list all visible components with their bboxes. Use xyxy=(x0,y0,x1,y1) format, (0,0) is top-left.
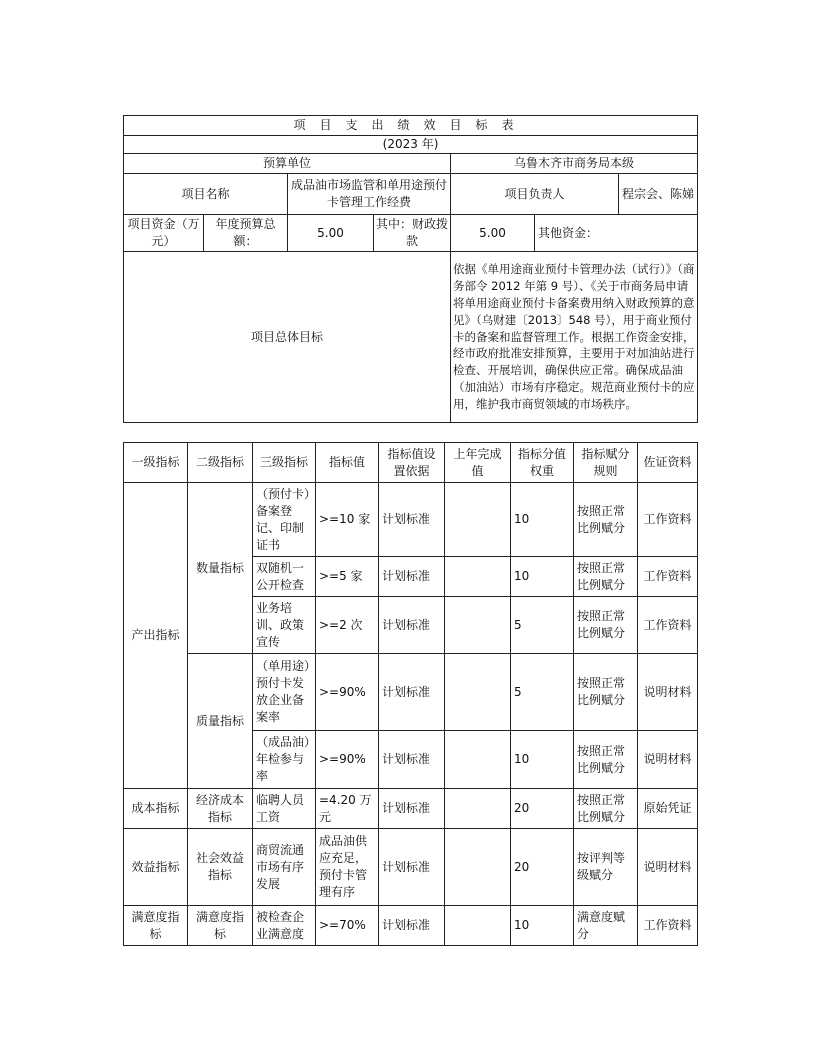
basis-cell: 计划标准 xyxy=(379,789,445,829)
evidence-cell: 说明材料 xyxy=(638,654,698,731)
weight-cell: 10 xyxy=(511,483,574,557)
last-year-cell xyxy=(445,906,511,946)
header-level1: 一级指标 xyxy=(124,443,188,483)
value-cell: >=70% xyxy=(316,906,379,946)
rule-cell: 按照正常比例赋分 xyxy=(574,597,638,654)
annual-budget-value: 5.00 xyxy=(288,215,374,252)
header-level3: 三级指标 xyxy=(253,443,316,483)
overall-goal-text: 依据《单用途商业预付卡管理办法（试行）》（商务部令 2012 年第 9 号）、《关于市商务局申请将单用途商业预付卡备案费用纳入财政预算的意见》（乌财建〔2013〕548 号），用于商业预付卡的备案和监督管理工作。根据工作资金安排，经市政府批准安排预算，主要用于对加油站进行检查、开展培训，确保供应正常。确保成品油（加油站）市场有序稳定。规范商业预付卡的应用，维护我市商贸领域的市场秩序。 xyxy=(451,252,698,423)
rule-cell: 按照正常比例赋分 xyxy=(574,731,638,789)
rule-cell: 按照正常比例赋分 xyxy=(574,654,638,731)
evidence-cell: 原始凭证 xyxy=(638,789,698,829)
weight-cell: 20 xyxy=(511,789,574,829)
level3-cell: 双随机一公开检查 xyxy=(253,557,316,597)
project-leader-label: 项目负责人 xyxy=(451,174,619,215)
level3-cell: 被检查企业满意度 xyxy=(253,906,316,946)
year-label: (2023 年) xyxy=(124,136,698,154)
value-cell: 成品油供应充足，预付卡管理有序 xyxy=(316,829,379,906)
level2-quantity: 数量指标 xyxy=(188,483,253,654)
table-row xyxy=(124,483,698,557)
header-basis: 指标值设置依据 xyxy=(379,443,445,483)
rule-cell: 按照正常比例赋分 xyxy=(574,789,638,829)
level2-quality: 质量指标 xyxy=(188,654,253,789)
header-rule: 指标赋分规则 xyxy=(574,443,638,483)
rule-cell: 按照正常比例赋分 xyxy=(574,557,638,597)
level3-cell: （单用途）预付卡发放企业备案率 xyxy=(253,654,316,731)
level2-social-benefit: 社会效益指标 xyxy=(188,829,253,906)
fiscal-value: 5.00 xyxy=(451,215,535,252)
header-level2: 二级指标 xyxy=(188,443,253,483)
evidence-cell: 工作资料 xyxy=(638,483,698,557)
level1-benefit: 效益指标 xyxy=(124,829,188,906)
basis-cell: 计划标准 xyxy=(379,597,445,654)
evidence-cell: 工作资料 xyxy=(638,557,698,597)
indicator-table xyxy=(123,442,698,946)
header-last-year: 上年完成值 xyxy=(445,443,511,483)
basis-cell: 计划标准 xyxy=(379,829,445,906)
project-name-label: 项目名称 xyxy=(124,174,288,215)
weight-cell: 5 xyxy=(511,597,574,654)
last-year-cell xyxy=(445,654,511,731)
level1-output: 产出指标 xyxy=(124,483,188,789)
basis-cell: 计划标准 xyxy=(379,483,445,557)
value-cell: =4.20 万元 xyxy=(316,789,379,829)
value-cell: >=90% xyxy=(316,654,379,731)
header-evidence: 佐证资料 xyxy=(638,443,698,483)
last-year-cell xyxy=(445,557,511,597)
weight-cell: 5 xyxy=(511,654,574,731)
table-row xyxy=(124,906,698,946)
table-row xyxy=(124,829,698,906)
evidence-cell: 工作资料 xyxy=(638,906,698,946)
basis-cell: 计划标准 xyxy=(379,557,445,597)
evidence-cell: 工作资料 xyxy=(638,597,698,654)
level3-cell: 商贸流通市场有序发展 xyxy=(253,829,316,906)
level2-economic-cost: 经济成本指标 xyxy=(188,789,253,829)
level1-cost: 成本指标 xyxy=(124,789,188,829)
value-cell: >=90% xyxy=(316,731,379,789)
level3-cell: 业务培训、政策宣传 xyxy=(253,597,316,654)
page-title: 项目支出绩效目标表 xyxy=(124,116,698,136)
last-year-cell xyxy=(445,731,511,789)
evidence-cell: 说明材料 xyxy=(638,829,698,906)
table-row xyxy=(124,654,698,731)
weight-cell: 20 xyxy=(511,829,574,906)
basis-cell: 计划标准 xyxy=(379,731,445,789)
basis-cell: 计划标准 xyxy=(379,906,445,946)
rule-cell: 按照正常比例赋分 xyxy=(574,483,638,557)
overall-goal-label: 项目总体目标 xyxy=(124,252,451,423)
header-weight: 指标分值权重 xyxy=(511,443,574,483)
last-year-cell xyxy=(445,829,511,906)
annual-budget-label: 年度预算总额： xyxy=(204,215,288,252)
last-year-cell xyxy=(445,789,511,829)
rule-cell: 满意度赋分 xyxy=(574,906,638,946)
project-funds-label: 项目资金（万元） xyxy=(124,215,204,252)
header-value: 指标值 xyxy=(316,443,379,483)
basis-cell: 计划标准 xyxy=(379,654,445,731)
value-cell: >=2 次 xyxy=(316,597,379,654)
project-info-table xyxy=(123,115,698,423)
level3-cell: （成品油）年检参与率 xyxy=(253,731,316,789)
level3-cell: （预付卡）备案登记、印制证书 xyxy=(253,483,316,557)
budget-unit-value: 乌鲁木齐市商务局本级 xyxy=(451,154,698,174)
project-leader-value: 程宗会、陈娣 xyxy=(619,174,698,215)
level3-cell: 临聘人员工资 xyxy=(253,789,316,829)
other-funds-label: 其他资金： xyxy=(535,215,698,252)
value-cell: >=5 家 xyxy=(316,557,379,597)
fiscal-label: 其中：财政拨款 xyxy=(374,215,451,252)
level1-satisfaction: 满意度指标 xyxy=(124,906,188,946)
weight-cell: 10 xyxy=(511,557,574,597)
weight-cell: 10 xyxy=(511,906,574,946)
evidence-cell: 说明材料 xyxy=(638,731,698,789)
value-cell: >=10 家 xyxy=(316,483,379,557)
weight-cell: 10 xyxy=(511,731,574,789)
level2-satisfaction: 满意度指标 xyxy=(188,906,253,946)
budget-unit-label: 预算单位 xyxy=(124,154,451,174)
rule-cell: 按评判等级赋分 xyxy=(574,829,638,906)
last-year-cell xyxy=(445,483,511,557)
last-year-cell xyxy=(445,597,511,654)
project-name-value: 成品油市场监管和单用途预付卡管理工作经费 xyxy=(288,174,451,215)
table-row xyxy=(124,789,698,829)
